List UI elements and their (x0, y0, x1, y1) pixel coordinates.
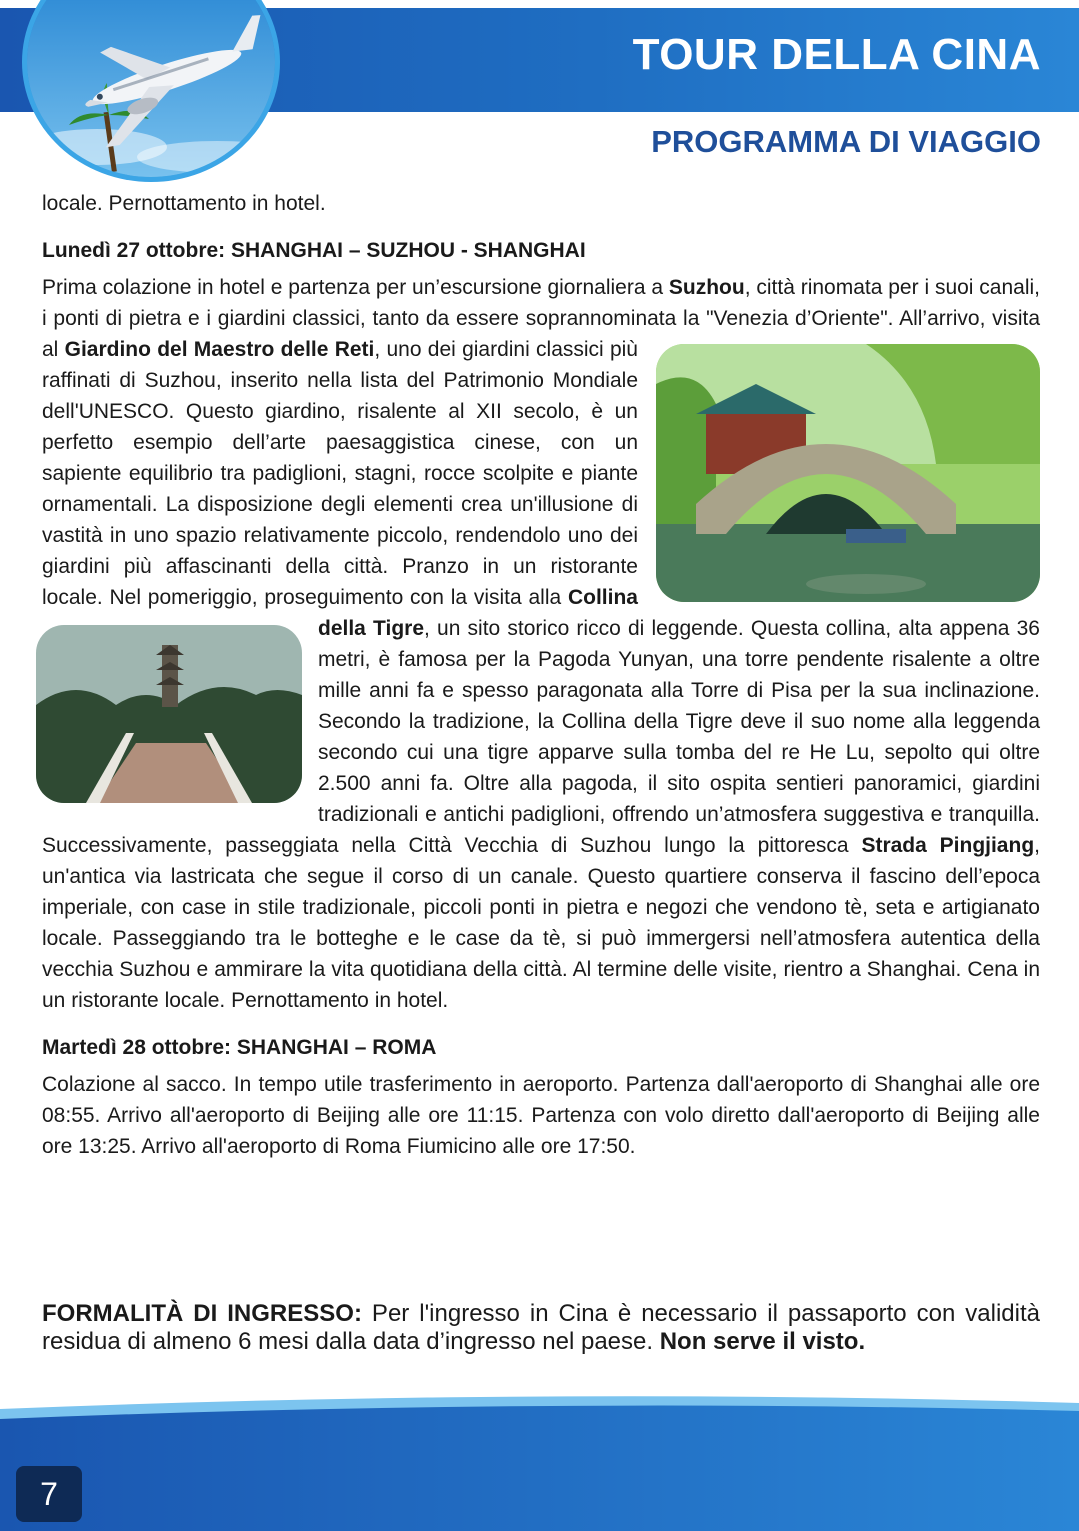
day-28-text: Colazione al sacco. In tempo utile trasferimento in aeroporto. Partenza dall'aeroporto di Shanghai alle ore 08:55. Arrivo all'aeroporto di Beijing alle ore 11:15. Partenza con volo diretto dall'aeroporto di Beijing alle ore 13:25. Arrivo all'aeroporto di Roma Fiumicino alle ore 17:50. (42, 1073, 1040, 1158)
airplane-logo (22, 0, 280, 182)
day-27-text-5: , un'antica via lastricata che segue il corso di un canale. Questo quartiere conserva il fascino dell’epoca imperiale, con case in stile tradizionale, piccoli ponti in pietra e negozi che vendono tè, seta e artigianato locale. Passeggiando tra le botteghe e le case da tè, si può immergersi nell’atmosfera autentica della vecchia Suzhou e ammirare la vita quotidiana della città. Al termine delle visite, rientro a Shanghai. Cena in un ristorante locale. Pernottamento in hotel. (42, 834, 1040, 1012)
intro-line: locale. Pernottamento in hotel. (42, 192, 326, 215)
page-number-badge: 7 (16, 1466, 82, 1522)
day-heading-28: Martedì 28 ottobre: SHANGHAI – ROMA (42, 1036, 437, 1059)
pingjiang-bold: Strada Pingjiang (861, 834, 1035, 857)
day-27-text (42, 272, 1040, 1016)
canal-bridge-image (656, 344, 1040, 602)
day-27-text-3: , uno dei giardini classici più raffinati di Suzhou, inserito nella lista del Patrimonio Mondiale dell'UNESCO. Questo giardino, risalente al XII secolo, è un perfetto esempio dell’arte paesaggistica cinese, con un sapiente equilibrio tra padiglioni, stagni, rocce scolpite e piante ornamentali. La disposizione degli elementi crea un'illusione di vastità in uno spazio relativamente piccolo, rendendolo uno dei giardini più affascinanti della città. Pranzo in un ristorante locale. Nel pomeriggio, proseguimento con la visita alla (42, 338, 638, 609)
tiger-hill-bold: Collina della Tigre (318, 586, 638, 640)
pagoda-image (36, 625, 302, 803)
day-27-text-1: Prima colazione in hotel e partenza per un’escursione giornaliera a (42, 276, 669, 299)
pagoda-photo (36, 625, 302, 803)
day-heading-27: Lunedì 27 ottobre: SHANGHAI – SUZHOU - SHANGHAI (42, 239, 586, 262)
footer-wave (0, 1395, 1079, 1531)
page-subtitle: PROGRAMMA DI VIAGGIO (651, 124, 1041, 159)
canal-bridge-photo (656, 344, 1040, 602)
page-title: TOUR DELLA CINA (632, 30, 1041, 79)
no-visa-text: Non serve il visto. (659, 1328, 866, 1355)
itinerary-content (42, 188, 1040, 1162)
suzhou-bold: Suzhou (668, 276, 745, 299)
formalities-text: Per l'ingresso in Cina è necessario il passaporto con validità residua di almeno 6 mesi dalla data d’ingresso nel paese. (42, 1300, 1040, 1355)
formalities-label: FORMALITÀ DI INGRESSO: (42, 1300, 362, 1327)
garden-bold: Giardino del Maestro delle Reti (64, 338, 375, 361)
day-27-text-4: , un sito storico ricco di leggende. Questa collina, alta appena 36 metri, è famosa per la Pagoda Yunyan, una torre pendente risalente a oltre mille anni fa e spesso paragonata alla Torre di Pisa per la sua inclinazione. Secondo la tradizione, la Collina della Tigre deve il suo nome alla leggenda secondo cui una tigre apparve sulla tomba del re He Lu, sepolto qui oltre 2.500 anni fa. Oltre alla pagoda, il sito ospita sentieri panoramici, giardini tradizionali e antichi padiglioni, offrendo un’atmosfera suggestiva e tranquilla. Successivamente, passeggiata nella Città Vecchia di Suzhou lungo la pittoresca (42, 617, 1040, 857)
entry-formalities (42, 1300, 1040, 1356)
day-27-text-2: , città rinomata per i suoi canali, i ponti di pietra e i giardini classici, tanto da essere soprannominata la "Venezia d’Oriente". All’arrivo, visita al (42, 276, 1041, 361)
airplane-illustration (27, 0, 280, 182)
